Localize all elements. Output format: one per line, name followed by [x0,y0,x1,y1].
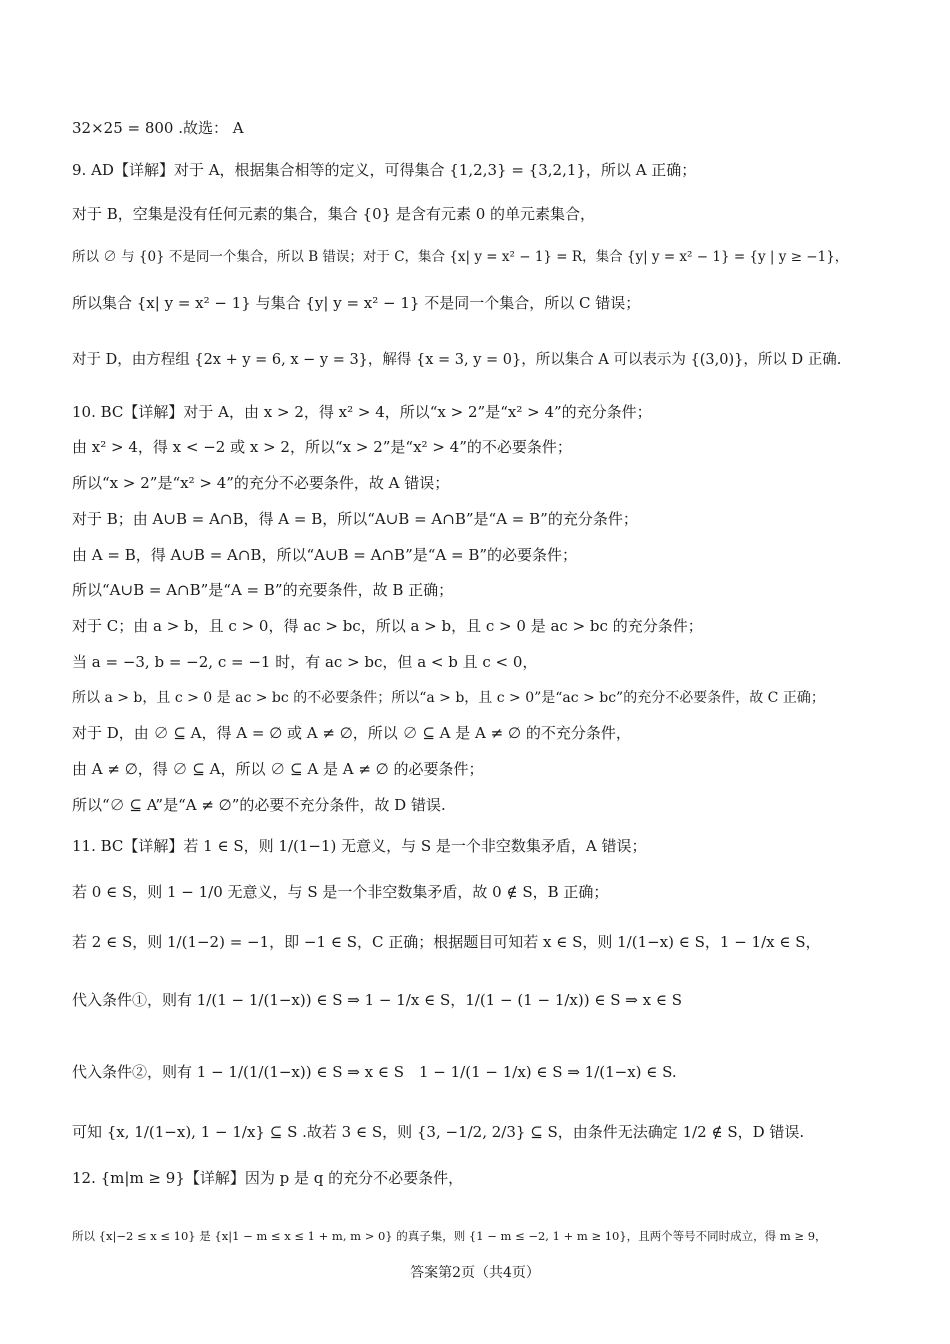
page-footer: 答案第2页（共4页） [410,1265,540,1281]
text-line: 当 a = −3, b = −2, c = −1 时，有 ac > bc，但 a < b 且 c < 0， [72,653,538,671]
text-line: 32×25 = 800 .故选： A [72,119,244,137]
text-line: 对于 B，空集是没有任何元素的集合，集合 {0} 是含有元素 0 的单元素集合， [72,205,596,223]
text-line: 对于 C；由 a > b，且 c > 0，得 ac > bc，所以 a > b，且 c > 0 是 ac > bc 的充分条件； [72,617,703,635]
text-line: 若 2 ∈ S，则 1/(1−2) = −1，即 −1 ∈ S，C 正确；根据题目可知若 x ∈ S，则 1/(1−x) ∈ S，1 − 1/x ∈ S， [72,933,821,951]
text-line: 对于 D，由 ∅ ⊆ A，得 A = ∅ 或 A ≠ ∅，所以 ∅ ⊆ A 是 A ≠ ∅ 的不充分条件， [72,724,631,742]
text-line: 所以“A∪B = A∩B”是“A = B”的充要条件，故 B 正确； [72,581,454,599]
text-line: 代入条件①，则有 1/(1 − 1/(1−x)) ∈ S ⇒ 1 − 1/x ∈ S，1/(1 − (1 − 1/x)) ∈ S ⇒ x ∈ S [72,991,682,1009]
text-line: 所以 a > b，且 c > 0 是 ac > bc 的不必要条件；所以“a > b，且 c > 0”是“ac > bc”的充分不必要条件，故 C 正确； [72,690,825,706]
text-line: 对于 B；由 A∪B = A∩B，得 A = B，所以“A∪B = A∩B”是“A = B”的充分条件； [72,510,638,528]
text-line: 所以“∅ ⊆ A”是“A ≠ ∅”的必要不充分条件，故 D 错误. [72,796,446,814]
text-line: 所以“x > 2”是“x² > 4”的充分不必要条件，故 A 错误； [72,474,450,492]
text-line: 由 A ≠ ∅，得 ∅ ⊆ A，所以 ∅ ⊆ A 是 A ≠ ∅ 的必要条件； [72,760,484,778]
text-line: 若 0 ∈ S，则 1 − 1/0 无意义，与 S 是一个非空数集矛盾，故 0 ∉ S，B 正确； [72,883,609,901]
text-line: 由 A = B，得 A∪B = A∩B，所以“A∪B = A∩B”是“A = B”的必要条件； [72,546,578,564]
text-line: 12. {m|m ≥ 9}【详解】因为 p 是 q 的充分不必要条件， [72,1169,464,1187]
text-line: 所以 ∅ 与 {0} 不是同一个集合，所以 B 错误；对于 C，集合 {x| y = x² − 1} = R，集合 {y| y = x² − 1} = {y | y ≥ −1}， [72,249,849,265]
text-line: 所以集合 {x| y = x² − 1} 与集合 {y| y = x² − 1} 不是同一个集合，所以 C 错误； [72,294,641,312]
text-line: 所以 {x|−2 ≤ x ≤ 10} 是 {x|1 − m ≤ x ≤ 1 + m, m > 0} 的真子集，则 {1 − m ≤ −2, 1 + m ≥ 10}，且两个等号不同时成立，得 m ≥ 9， [72,1229,827,1243]
text-line: 由 x² > 4，得 x < −2 或 x > 2，所以“x > 2”是“x² > 4”的不必要条件； [72,438,572,456]
text-line: 11. BC【详解】若 1 ∈ S，则 1/(1−1) 无意义，与 S 是一个非空数集矛盾，A 错误； [72,837,647,855]
text-line: 可知 {x, 1/(1−x), 1 − 1/x} ⊆ S .故若 3 ∈ S，则 {3, −1/2, 2/3} ⊆ S，由条件无法确定 1/2 ∉ S，D 错误. [72,1123,805,1141]
text-line: 对于 D，由方程组 {2x + y = 6, x − y = 3}，解得 {x = 3, y = 0}，所以集合 A 可以表示为 {(3,0)}，所以 D 正确. [72,352,842,368]
text-line: 代入条件②，则有 1 − 1/(1/(1−x)) ∈ S ⇒ x ∈ S 1 − 1/(1 − 1/x) ∈ S ⇒ 1/(1−x) ∈ S. [72,1063,677,1081]
text-line: 10. BC【详解】对于 A，由 x > 2，得 x² > 4，所以“x > 2”是“x² > 4”的充分条件； [72,403,652,421]
text-line: 9. AD【详解】对于 A，根据集合相等的定义，可得集合 {1,2,3} = {3,2,1}，所以 A 正确； [72,161,697,179]
